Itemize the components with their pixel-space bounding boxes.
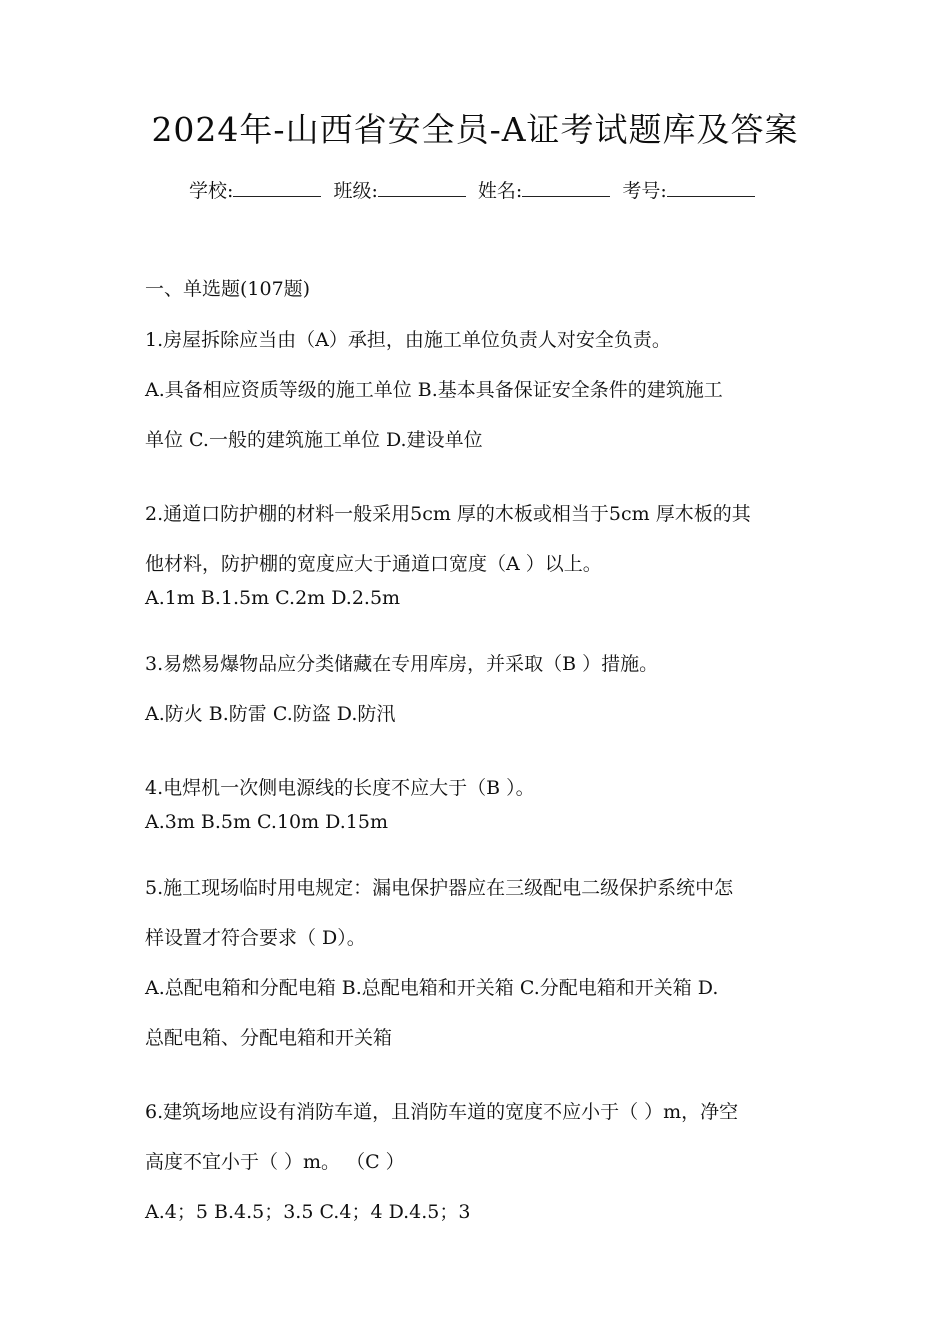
question-3-text: 3.易燃易爆物品应分类储藏在专用库房，并采取（B ）措施。 — [145, 653, 659, 675]
document-title: 2024年-山西省安全员-A证考试题库及答案 — [151, 110, 799, 149]
student-info-line — [189, 176, 761, 203]
question-5-options-line-2: 总配电箱、分配电箱和开关箱 — [145, 1027, 393, 1049]
exam-no-blank — [667, 178, 755, 197]
question-1-options-line-2: 单位 C.一般的建筑施工单位 D.建设单位 — [145, 429, 483, 451]
school-label: 学校: — [189, 180, 234, 202]
class-blank — [378, 178, 466, 197]
question-1-options-line-1: A.具备相应资质等级的施工单位 B.基本具备保证安全条件的建筑施工 — [145, 379, 723, 401]
question-4-text: 4.电焊机一次侧电源线的长度不应大于（B ）。 — [145, 777, 535, 799]
question-3-options: A.防火 B.防雷 C.防盗 D.防汛 — [145, 703, 396, 725]
question-5-text-line-1: 5.施工现场临时用电规定：漏电保护器应在三级配电二级保护系统中怎 — [145, 877, 734, 899]
school-blank — [233, 178, 321, 197]
question-6-text-line-1: 6.建筑场地应设有消防车道，且消防车道的宽度不应小于（ ）m，净空 — [145, 1101, 739, 1123]
exam-no-label: 考号: — [622, 180, 667, 202]
question-6-options: A.4；5 B.4.5；3.5 C.4；4 D.4.5；3 — [145, 1201, 471, 1223]
question-6-text-line-2: 高度不宜小于（ ）m。 （C ） — [145, 1151, 405, 1173]
section-heading: 一、单选题(107题) — [145, 278, 311, 300]
question-2-text-line-1: 2.通道口防护棚的材料一般采用5cm 厚的木板或相当于5cm 厚木板的其 — [145, 503, 751, 525]
question-2-text-line-2: 他材料，防护棚的宽度应大于通道口宽度（A ）以上。 — [145, 553, 602, 575]
question-4-options: A.3m B.5m C.10m D.15m — [145, 811, 388, 833]
name-label: 姓名: — [477, 180, 523, 202]
name-blank — [522, 178, 610, 197]
question-2-options: A.1m B.1.5m C.2m D.2.5m — [145, 587, 401, 609]
question-5-options-line-1: A.总配电箱和分配电箱 B.总配电箱和开关箱 C.分配电箱和开关箱 D. — [145, 977, 719, 999]
question-1-text: 1.房屋拆除应当由（A）承担，由施工单位负责人对安全负责。 — [145, 329, 671, 351]
question-5-text-line-2: 样设置才符合要求（ D）。 — [145, 927, 366, 949]
class-label: 班级: — [333, 180, 378, 202]
